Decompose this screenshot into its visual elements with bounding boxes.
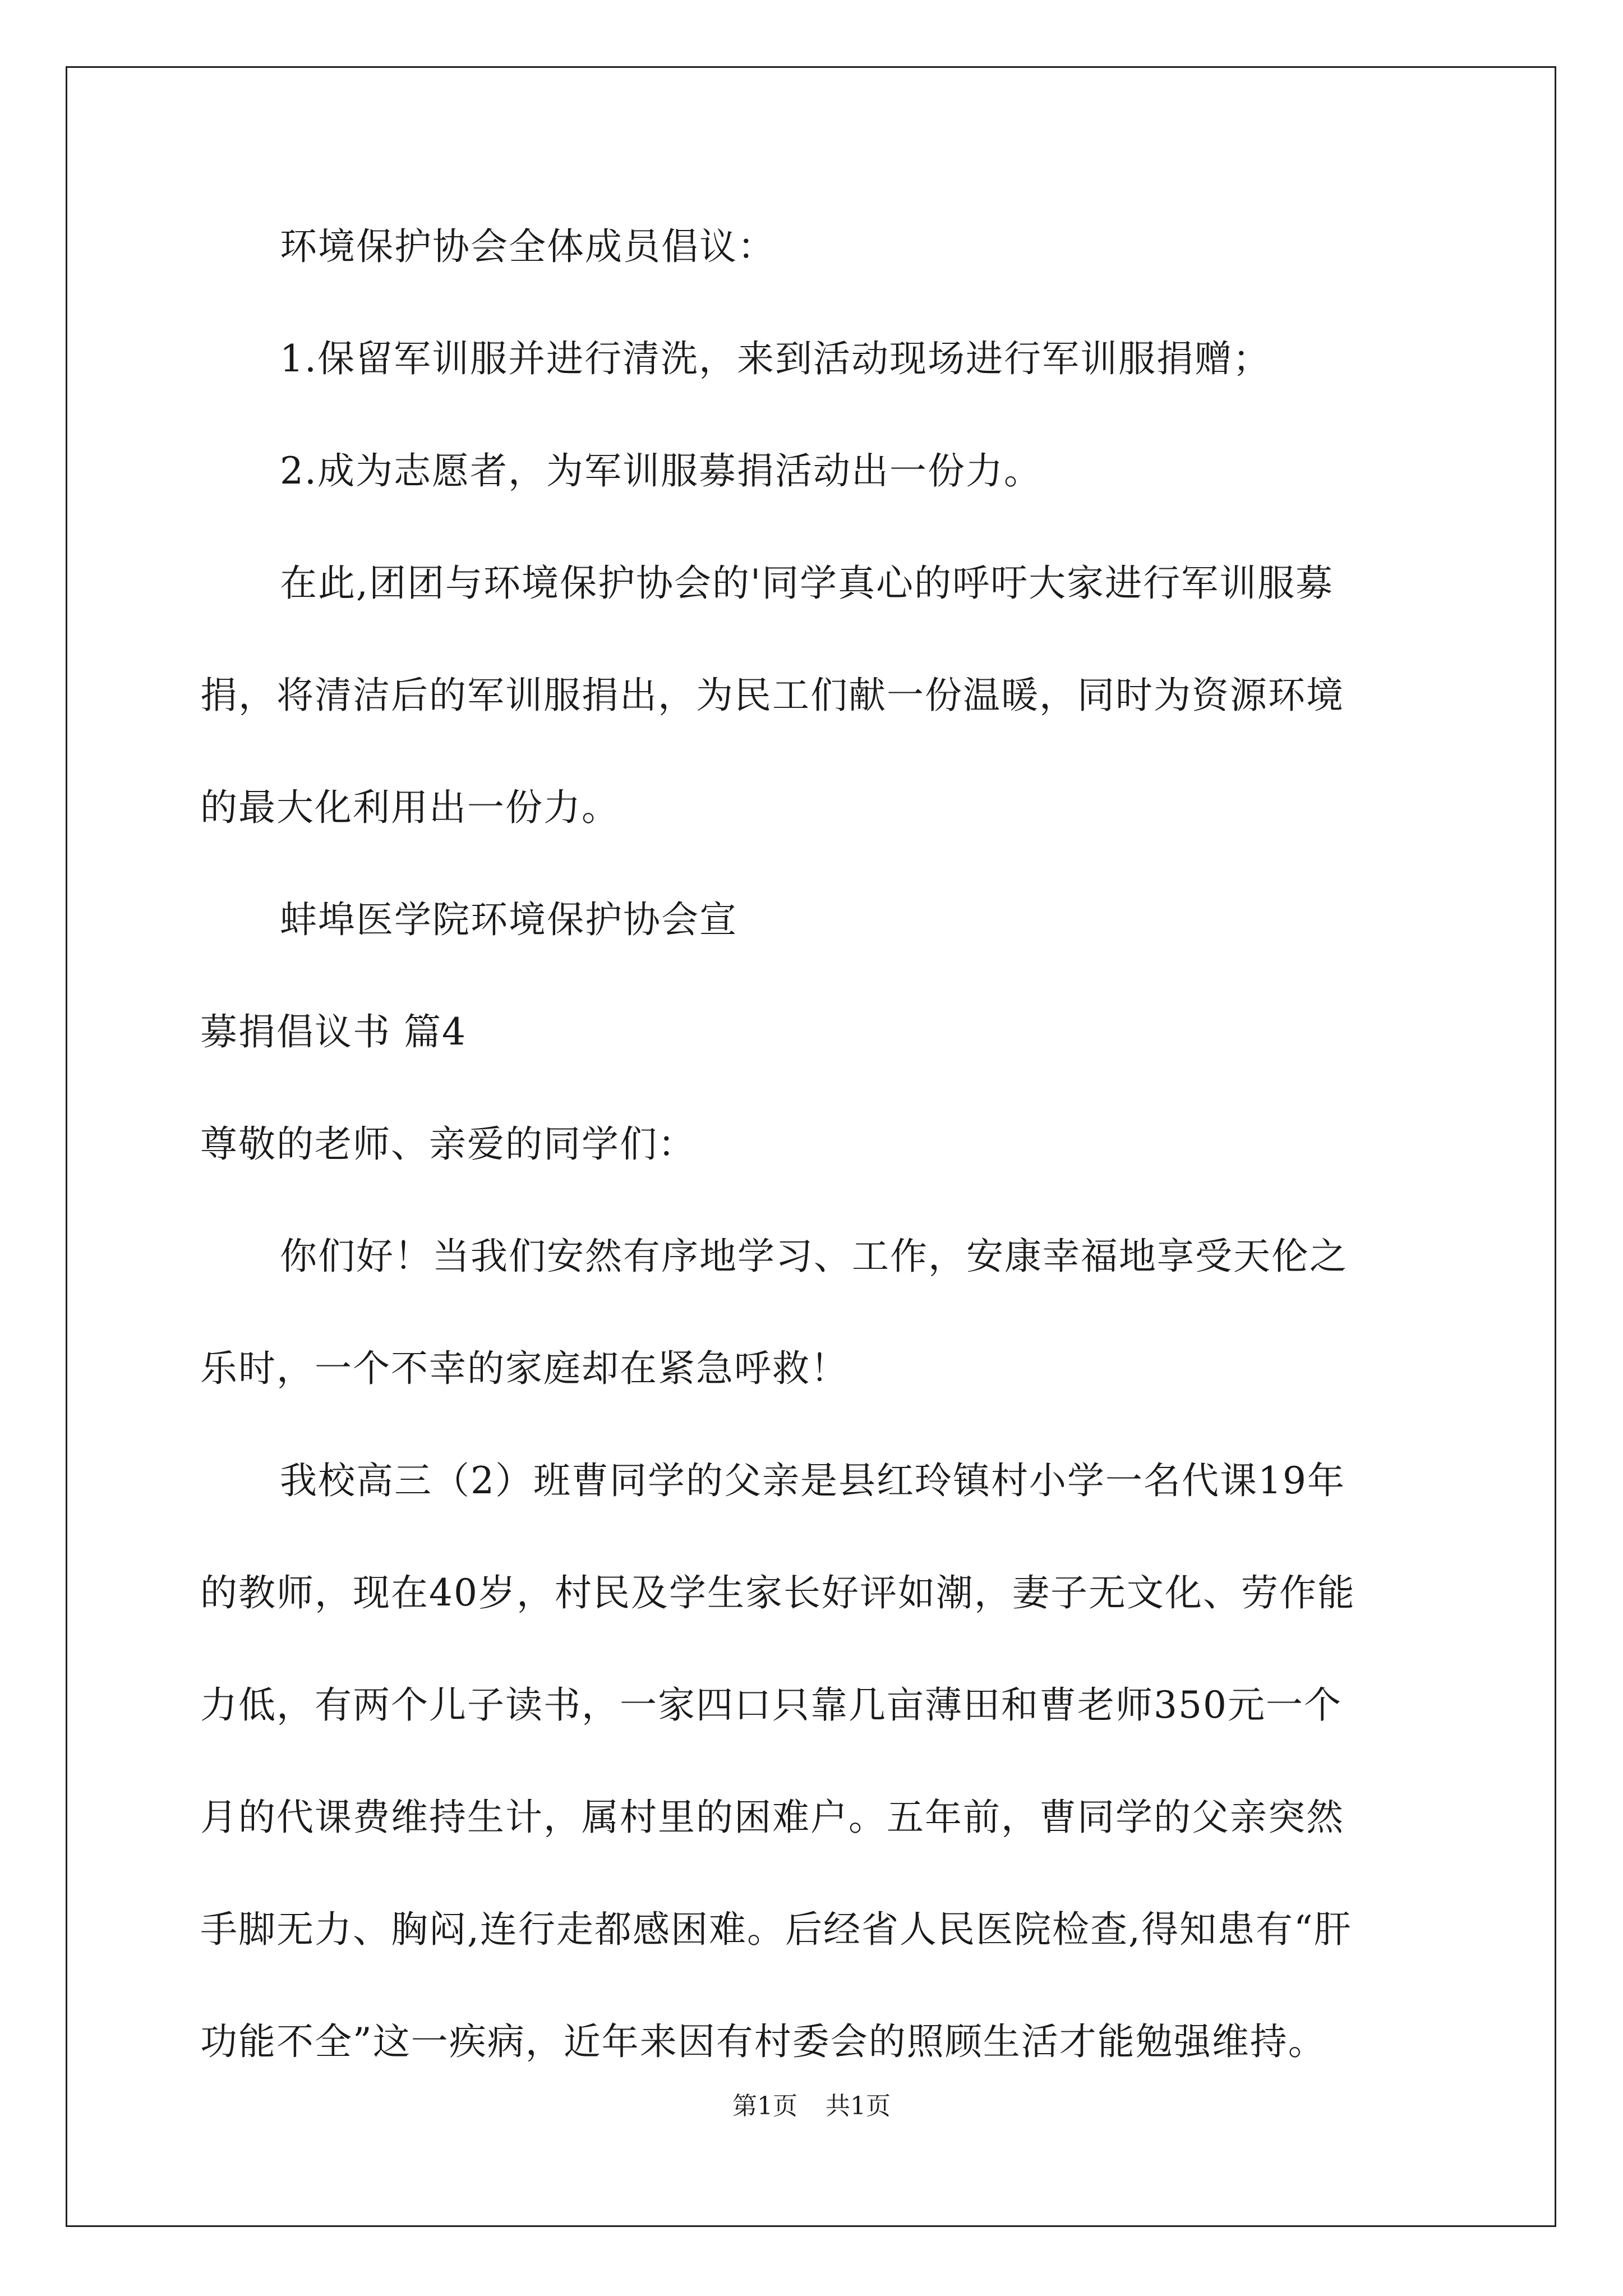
paragraph-line: 2.成为志愿者，为军训服募捐活动出一份力。 bbox=[280, 449, 1042, 493]
paragraph-line: 功能不全”这一疾病，近年来因有村委会的照顾生活才能勉强维持。 bbox=[200, 2020, 1326, 2063]
paragraph-line: 力低，有两个儿子读书，一家四口只靠几亩薄田和曹老师350元一个 bbox=[200, 1683, 1342, 1727]
paragraph-line: 手脚无力、胸闷,连行走都感困难。后经省人民医院检查,得知患有“肝 bbox=[200, 1908, 1352, 1951]
paragraph-line: 捐，将清洁后的军训服捐出，为民工们献一份温暖，同时为资源环境 bbox=[200, 674, 1344, 717]
paragraph-line: 在此,团团与环境保护协会的'同学真心的呼吁大家进行军训服募 bbox=[280, 562, 1334, 605]
page-number-total: 共1页 bbox=[826, 2092, 891, 2120]
signature-line: 蚌埠医学院环境保护协会宣 bbox=[280, 898, 737, 941]
paragraph-line: 1.保留军训服并进行清洗，来到活动现场进行军训服捐赠； bbox=[280, 337, 1271, 380]
paragraph-line: 的教师，现在40岁，村民及学生家长好评如潮，妻子无文化、劳作能 bbox=[200, 1571, 1355, 1614]
paragraph-line: 你们好！当我们安然有序地学习、工作，安康幸福地享受天伦之 bbox=[280, 1235, 1348, 1278]
document-body bbox=[200, 219, 1428, 2070]
paragraph-line: 乐时，一个不幸的家庭却在紧急呼救！ bbox=[200, 1347, 849, 1390]
section-heading: 募捐倡议书 篇4 bbox=[200, 1010, 467, 1053]
paragraph-line: 月的代课费维持生计，属村里的困难户。五年前，曹同学的父亲突然 bbox=[200, 1796, 1344, 1839]
salutation: 尊敬的老师、亲爱的同学们： bbox=[200, 1122, 696, 1166]
paragraph-line: 环境保护协会全体成员倡议： bbox=[280, 225, 776, 268]
page-number-current: 第1页 bbox=[732, 2092, 797, 2120]
paragraph-line: 我校高三（2）班曹同学的父亲是县红玲镇村小学一名代课19年 bbox=[280, 1459, 1345, 1502]
paragraph-line: 的最大化利用出一份力。 bbox=[200, 786, 620, 829]
page-footer bbox=[0, 2090, 1623, 2123]
